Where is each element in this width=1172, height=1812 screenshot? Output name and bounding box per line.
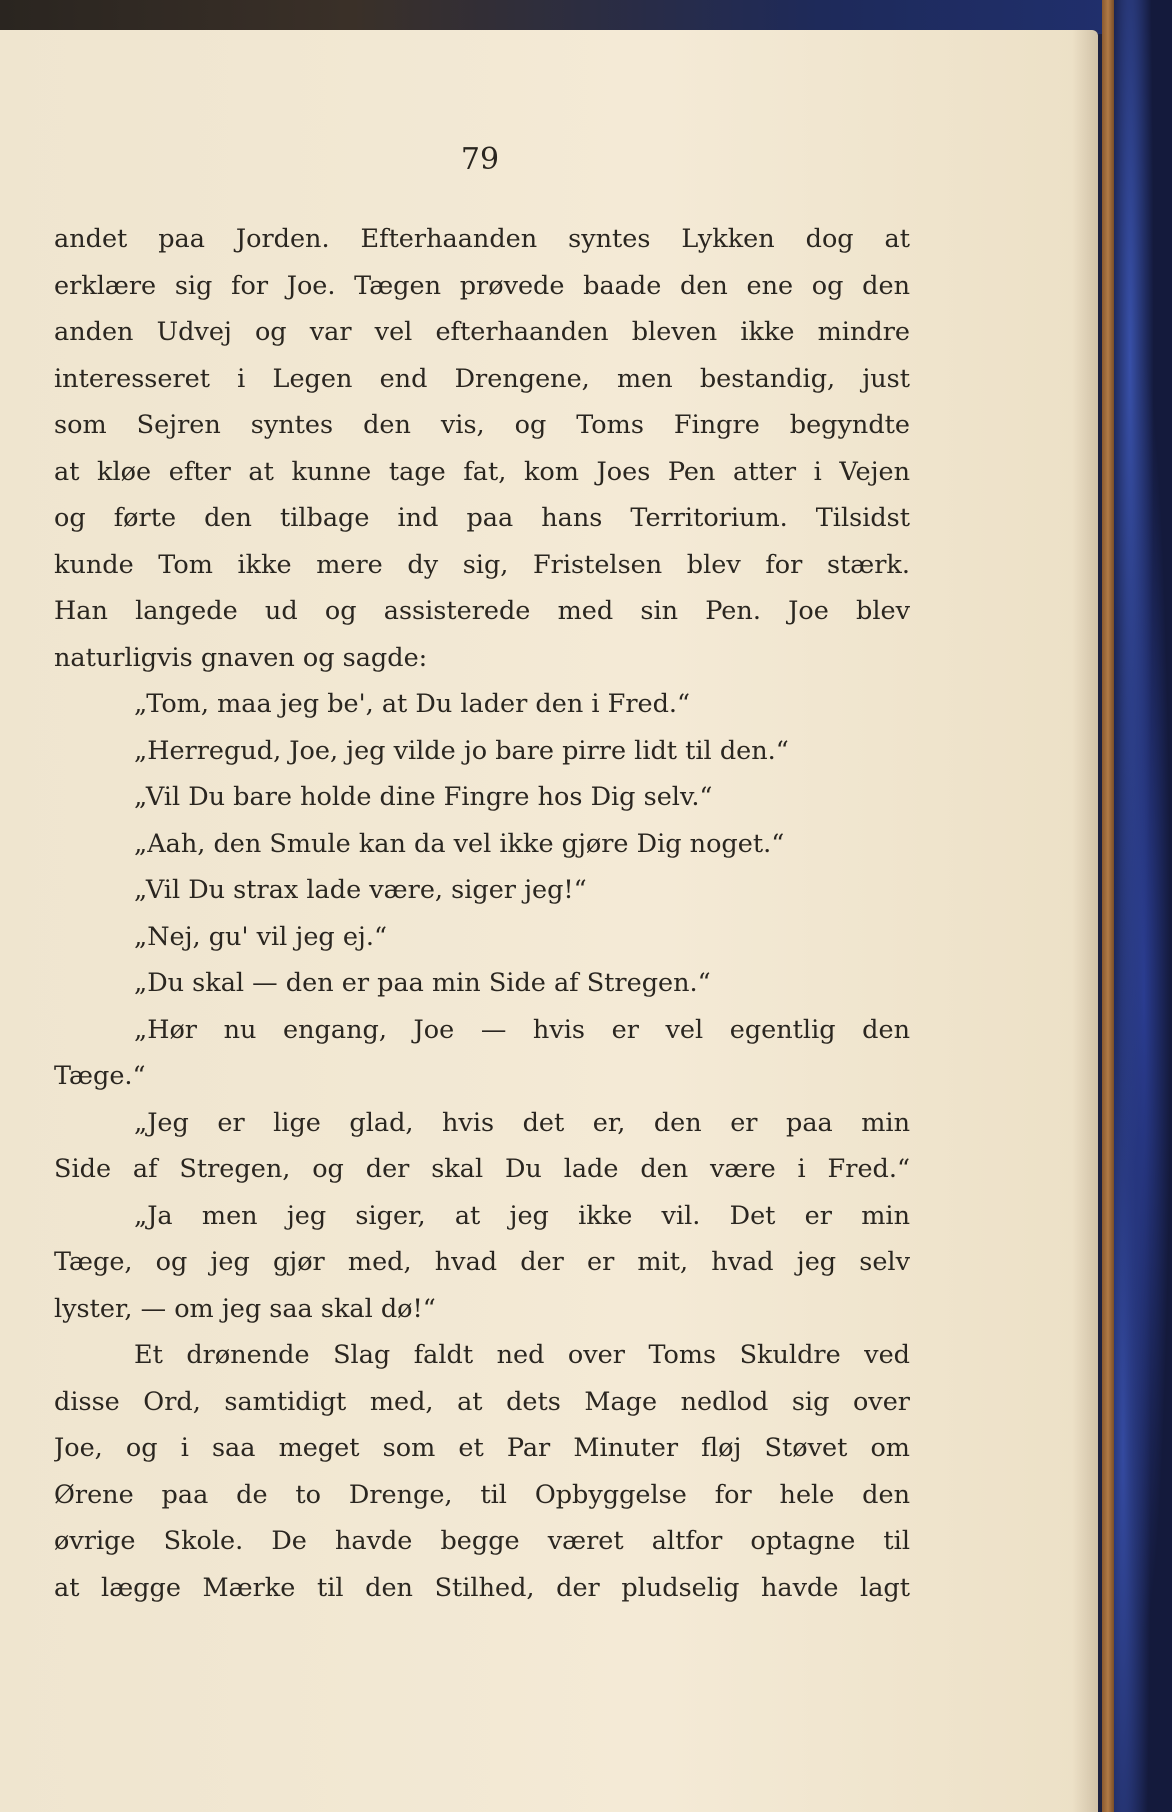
text-line: at kløe efter at kunne tage fat, kom Joes Pen atter i Vejen [54, 456, 910, 487]
text-line: anden Udvej og var vel efterhaanden bleven ikke mindre [54, 317, 910, 347]
dialogue-line: „Vil Du strax lade være, siger jeg!“ [134, 875, 587, 905]
book-cover-top-edge [0, 0, 1172, 34]
dialogue-line: lyster, — om jeg saa skal dø!“ [54, 1293, 436, 1324]
text-line: naturligvis gnaven og sagde: [54, 642, 428, 673]
text-line: kunde Tom ikke mere dy sig, Fristelsen blev for stærk. [54, 549, 910, 580]
dialogue-line: Tæge.“ [54, 1061, 146, 1091]
text-line: og førte den tilbage ind paa hans Territorium. Tilsidst [54, 503, 910, 533]
text-line: andet paa Jorden. Efterhaanden syntes Lykken dog at [54, 224, 910, 254]
dialogue-line: Tæge, og jeg gjør med, hvad der er mit, hvad jeg selv [54, 1247, 910, 1277]
text-line: Joe, og i saa meget som et Par Minuter fløj Støvet om [54, 1433, 910, 1463]
text-line: disse Ord, samtidigt med, at dets Mage nedlod sig over [54, 1386, 910, 1417]
dialogue-line: „Hør nu engang, Joe — hvis er vel egentlig den [134, 1014, 910, 1045]
text-line: interesseret i Legen end Drengene, men bestandig, just [54, 363, 910, 394]
dialogue-line: Side af Stregen, og der skal Du lade den være i Fred.“ [54, 1154, 910, 1184]
text-line: Han langede ud og assisterede med sin Pen. Joe blev [54, 596, 910, 626]
text-line: at lægge Mærke til den Stilhed, der pludselig havde lagt [54, 1572, 910, 1603]
body-text [54, 216, 910, 1611]
leather-spine-strip [1102, 0, 1114, 1812]
page-edge-shadow [1072, 30, 1098, 1812]
dialogue-line: „Tom, maa jeg be', at Du lader den i Fred.“ [134, 689, 691, 719]
text-line: Et drønende Slag faldt ned over Toms Skuldre ved [134, 1340, 910, 1370]
dialogue-line: „Du skal — den er paa min Side af Stregen.“ [134, 968, 711, 998]
text-line: som Sejren syntes den vis, og Toms Fingre begyndte [54, 410, 910, 440]
dialogue-line: „Aah, den Smule kan da vel ikke gjøre Dig noget.“ [134, 828, 785, 859]
text-line: erklære sig for Joe. Tægen prøvede baade den ene og den [54, 270, 910, 301]
dialogue-line: „Herregud, Joe, jeg vilde jo bare pirre lidt til den.“ [134, 735, 789, 766]
text-line: Ørene paa de to Drenge, til Opbyggelse for hele den [54, 1479, 910, 1510]
page [0, 30, 1098, 1812]
dialogue-line: „Vil Du bare holde dine Fingre hos Dig selv.“ [134, 782, 713, 812]
dialogue-line: „Nej, gu' vil jeg ej.“ [134, 921, 387, 952]
text-line: øvrige Skole. De havde begge været altfor optagne til [54, 1526, 910, 1556]
dialogue-line: „Ja men jeg siger, at jeg ikke vil. Det er min [134, 1200, 910, 1231]
page-number: 79 [460, 142, 500, 177]
dialogue-line: „Jeg er lige glad, hvis det er, den er paa min [134, 1107, 910, 1138]
